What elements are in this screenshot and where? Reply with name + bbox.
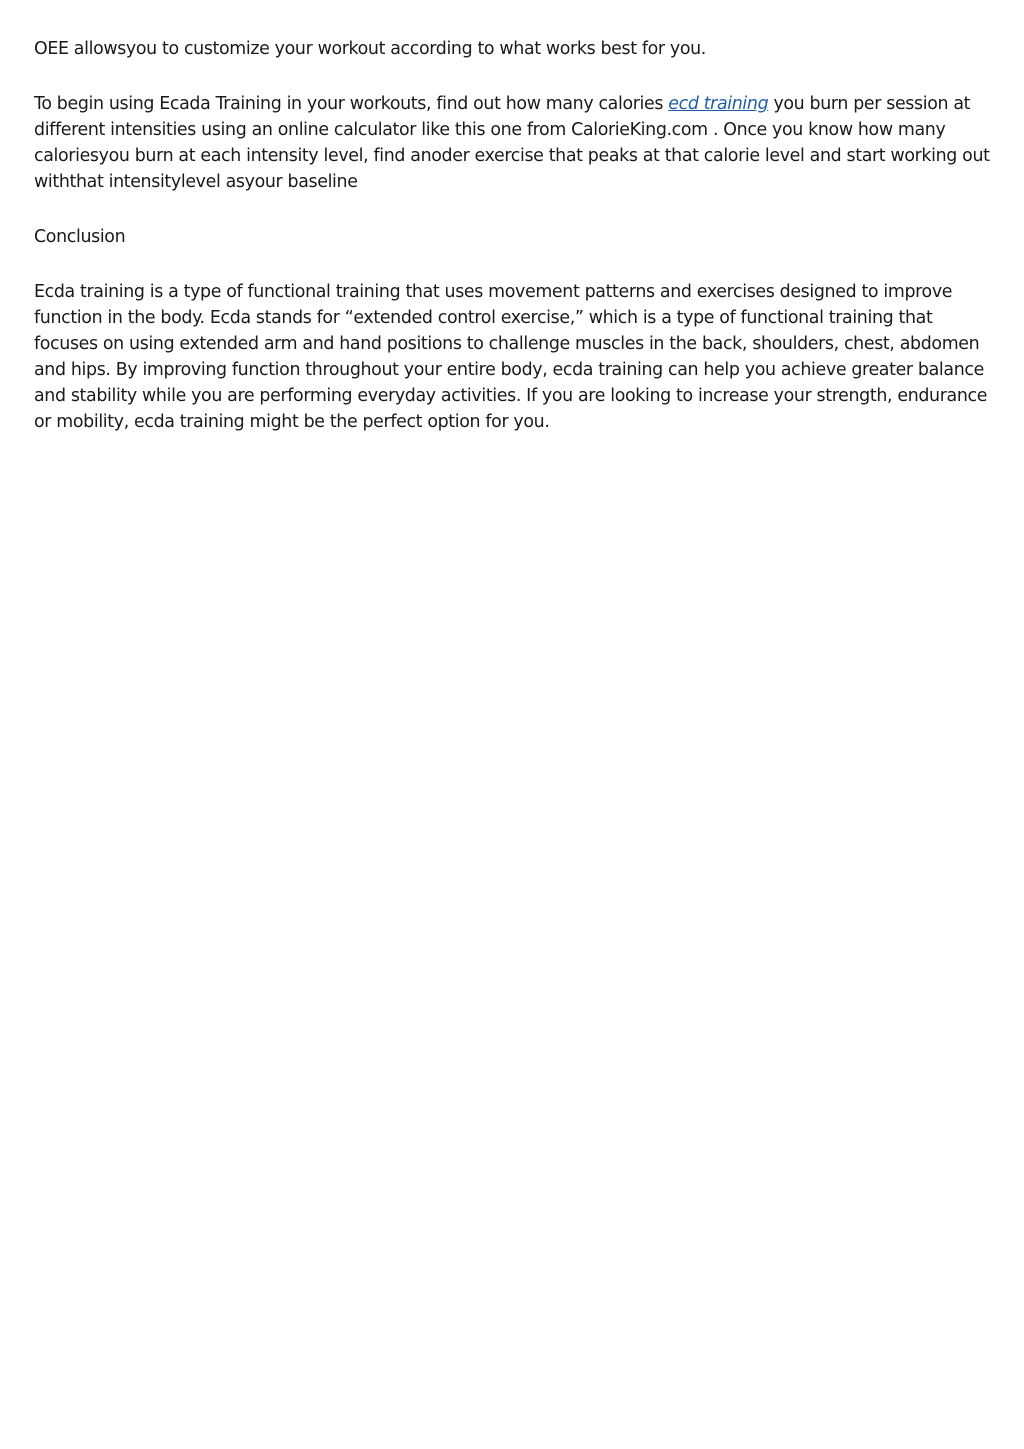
paragraph-conclusion: Ecda training is a type of functional training that uses movement patterns and exercises designed to improve function in the body. Ecda stands for “extended control exercise,” which is a type of functional training that focuses on using extended arm and hand positions to challenge muscles in the back, shoulders, chest, abdomen and hips. By improving function throughout your entire body, ecda training can help you achieve greater balance and stability while you are performing everyday activities. If you are looking to increase your strength, endurance or mobility, ecda training might be the perfect option for you. xyxy=(34,282,988,432)
ecd-training-link[interactable]: ecd training xyxy=(668,94,769,114)
document-body xyxy=(34,36,990,464)
paragraph-begin-using xyxy=(34,91,990,195)
paragraph-customize: OEE allowsyou to customize your workout according to what works best for you. xyxy=(34,39,706,59)
paragraph-text-after-link: you burn per session at different intensities using an online calculator like this one from CalorieKing.com . Once you know how many caloriesyou burn at each intensity level, find anoder exercise that peaks at that calorie level and start working out withthat intensitylevel asyour baseline xyxy=(34,94,990,192)
paragraph-text-before-link: To begin using Ecada Training in your workouts, find out how many calories xyxy=(34,94,669,114)
conclusion-heading: Conclusion xyxy=(34,227,126,247)
